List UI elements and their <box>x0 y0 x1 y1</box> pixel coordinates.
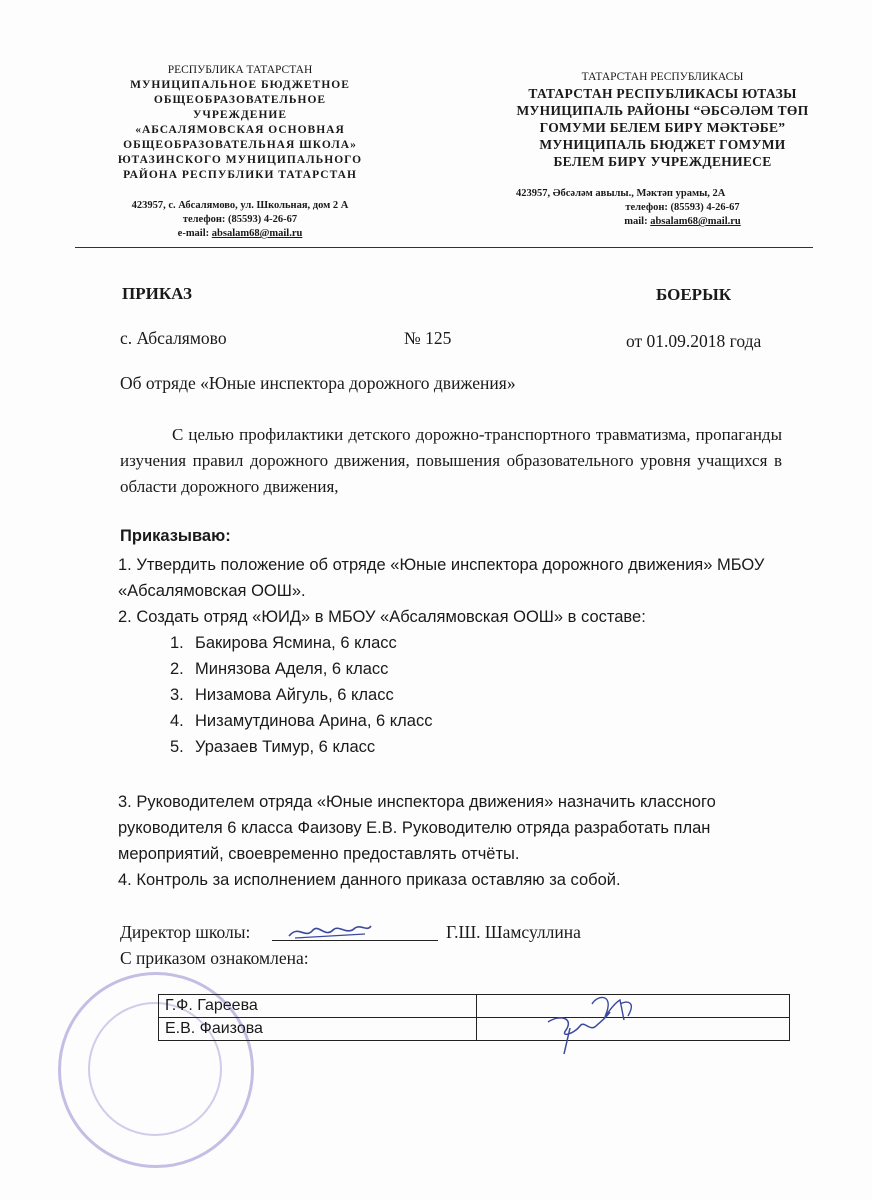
order-item-2: 2. Создать отряд «ЮИД» в МБОУ «Абсалямовская ООШ» в составе: <box>118 608 646 626</box>
header-left-republic: РЕСПУБЛИКА ТАТАРСТАН <box>167 64 313 76</box>
list-item-num: 5. <box>170 738 184 756</box>
header-left-email-line <box>95 227 385 241</box>
list-item-num: 3. <box>170 686 184 704</box>
list-item-text: Минязова Аделя, 6 класс <box>195 660 389 678</box>
list-item-text: Уразаев Тимур, 6 класс <box>195 738 376 756</box>
header-right-line: МУНИЦИПАЛЬ БЮДЖЕТ ГОМУМИ <box>539 137 786 152</box>
doc-subject: Об отряде «Юные инспектора дорожного движения» <box>120 373 516 393</box>
header-left-phone: телефон: (85593) 4-26-67 <box>182 214 298 225</box>
header-right-line: МУНИЦИПАЛЬ РАЙОНЫ “ӘБСӘЛӘМ ТӨП <box>516 103 809 118</box>
list-item <box>170 734 432 760</box>
table-row <box>159 1018 790 1041</box>
acquainted-label: С приказом ознакомлена: <box>120 948 309 968</box>
header-right-email[interactable]: absalam68@mail.ru <box>650 216 741 227</box>
doc-type-ru: ПРИКАЗ <box>122 284 192 303</box>
order-word: Приказываю: <box>120 527 231 545</box>
director-label: Директор школы: <box>120 922 251 942</box>
list-item <box>170 708 432 734</box>
acquaintance-table <box>158 994 790 1041</box>
doc-type-tt: БОЕРЫК <box>656 285 732 304</box>
header-right-email-line <box>490 215 835 229</box>
table-cell-name: Г.Ф. Гареева <box>159 995 477 1018</box>
doc-number: № 125 <box>404 328 452 348</box>
preamble-text: С целью профилактики детского дорожно-транспортного травматизма, пропаганды изучения правил дорожного движения, повышения образовательного уровня учащихся в области дорожного движения, <box>120 425 782 496</box>
director-name: Г.Ш. Шамсуллина <box>446 922 581 942</box>
order-item-1: 1. Утвердить положение об отряде «Юные инспектора дорожного движения» МБОУ «Абсалямовская ООШ». <box>118 556 765 600</box>
signature-faizova <box>540 1008 620 1056</box>
header-left-address: 423957, с. Абсалямово, ул. Школьная, дом 2 А <box>131 200 349 211</box>
list-item-text: Бакирова Ясмина, 6 класс <box>195 634 397 652</box>
header-right-line: ТАТАРСТАН РЕСПУБЛИКАСЫ ЮТАЗЫ <box>528 86 797 101</box>
header-left-line: ЮТАЗИНСКОГО МУНИЦИПАЛЬНОГО <box>117 154 363 166</box>
header-right-line: ГОМУМИ БЕЛЕМ БИРҮ МӘКТӘБЕ” <box>539 120 786 135</box>
header-divider <box>75 247 813 248</box>
header-right-line: БЕЛЕМ БИРҮ УЧРЕЖДЕНИЕСЕ <box>553 154 772 169</box>
header-left-line: РАЙОНА РЕСПУБЛИКИ ТАТАРСТАН <box>123 169 357 181</box>
list-item-text: Низамутдинова Арина, 6 класс <box>195 712 433 730</box>
header-right-republic: ТАТАРСТАН РЕСПУБЛИКАСЫ <box>581 71 744 83</box>
header-right-phone: телефон: (85593) 4-26-67 <box>625 202 740 213</box>
list-item-num: 2. <box>170 660 184 678</box>
header-left-email[interactable]: absalam68@mail.ru <box>211 228 303 239</box>
header-right-email-label: mail: <box>624 216 651 227</box>
list-item <box>170 630 432 656</box>
list-item-num: 4. <box>170 712 184 730</box>
director-signature <box>285 918 375 944</box>
doc-place: с. Абсалямово <box>120 328 227 348</box>
preamble <box>120 422 782 500</box>
header-left-line: «АБСАЛЯМОВСКАЯ ОСНОВНАЯ <box>135 124 345 136</box>
header-left-line: ОБЩЕОБРАЗОВАТЕЛЬНОЕ <box>153 94 327 106</box>
table-row <box>159 995 790 1018</box>
table-cell-name: Е.В. Фаизова <box>159 1018 477 1041</box>
header-right <box>490 70 835 229</box>
list-item <box>170 682 432 708</box>
order-items-3-4 <box>118 789 788 893</box>
header-right-address: 423957, Әбсәләм авылы., Мәктәп урамы, 2А <box>516 188 726 199</box>
header-left-line: ОБЩЕОБРАЗОВАТЕЛЬНАЯ ШКОЛА» <box>123 139 357 151</box>
order-item-3: 3. Руководителем отряда «Юные инспектора движения» назначить классного руководителя 6 класса Фаизову Е.В. Руководителю отряда разработать план мероприятий, своевременно предоставлять отчёты. <box>118 793 716 863</box>
list-item-text: Низамова Айгуль, 6 класс <box>195 686 394 704</box>
doc-date: от 01.09.2018 года <box>626 331 762 351</box>
header-left-line: УЧРЕЖДЕНИЕ <box>192 109 288 121</box>
order-item-4: 4. Контроль за исполнением данного приказа оставляю за собой. <box>118 871 621 889</box>
members-list <box>170 630 432 760</box>
header-left-line: МУНИЦИПАЛЬНОЕ БЮДЖЕТНОЕ <box>130 79 350 91</box>
order-items-1-2 <box>118 552 798 630</box>
list-item-num: 1. <box>170 634 184 652</box>
header-left-email-label: e-mail: <box>177 228 212 239</box>
list-item <box>170 656 432 682</box>
header-left <box>95 63 385 241</box>
